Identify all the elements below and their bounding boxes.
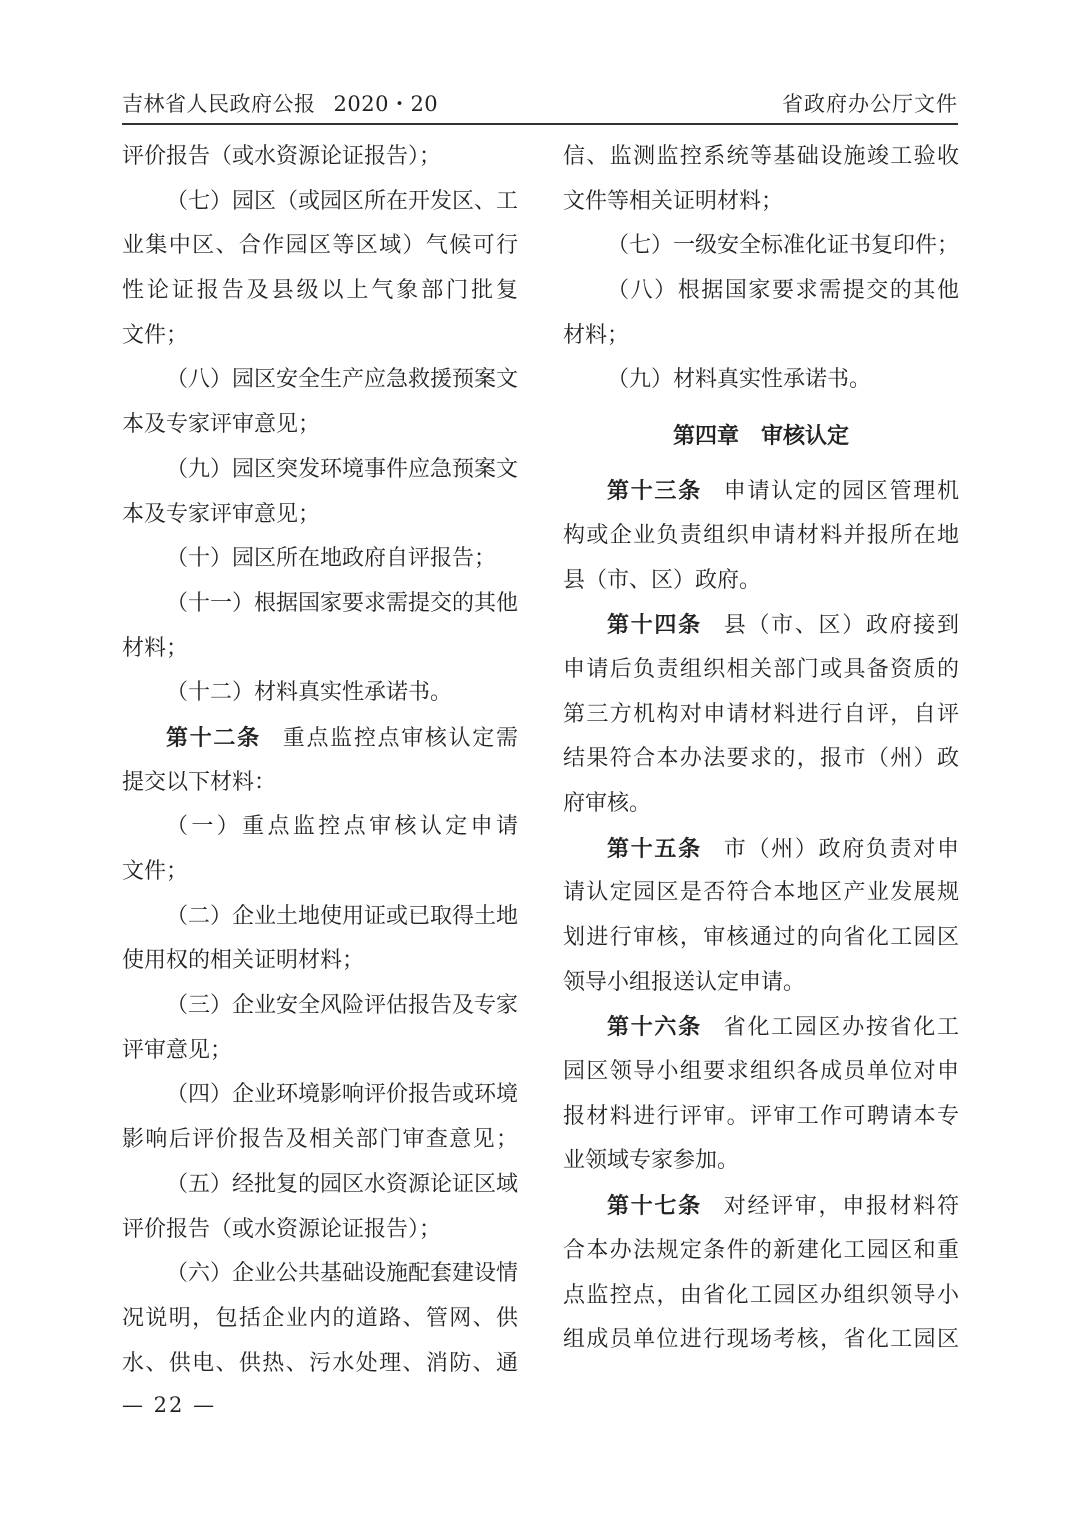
line-text: （七）一级安全标准化证书复印件；: [607, 233, 959, 259]
line-text: 领导小组报送认定申请。: [563, 969, 806, 995]
text-line: [122, 448, 518, 493]
line-text: 申请后负责组织相关部门或具备资质的: [563, 656, 959, 682]
line-text: （十）园区所在地政府自评报告；: [166, 546, 497, 572]
line-text: 组成员单位进行现场考核，省化工园区: [563, 1327, 959, 1353]
text-line: [122, 671, 518, 716]
text-line: [563, 1095, 959, 1140]
line-text: （五）经批复的园区水资源论证区域: [166, 1171, 518, 1197]
article-line: [122, 716, 518, 761]
line-text: 影响后评价报告及相关部门审查意见；: [122, 1127, 518, 1153]
line-text: 提交以下材料：: [122, 769, 277, 795]
text-line: [563, 1139, 959, 1184]
text-line: [563, 314, 959, 359]
line-text: 划进行审核，审核通过的向省化工园区: [563, 925, 959, 950]
publication-title: 吉林省人民政府公报: [122, 92, 316, 116]
text-line: [122, 358, 518, 403]
line-text: （八）根据国家要求需提交的其他: [607, 278, 959, 304]
article-number: 第十六条: [607, 1014, 702, 1041]
right-text-column: [563, 135, 959, 1363]
text-line: [563, 871, 959, 916]
article-line: [563, 603, 959, 648]
line-text: 材料；: [563, 322, 630, 348]
line-text: 文件等相关证明材料；: [563, 188, 784, 214]
line-text: （三）企业安全风险评估报告及专家: [166, 993, 518, 1019]
line-text: （十一）根据国家要求需提交的其他: [166, 590, 518, 616]
line-text: 文件；: [122, 859, 189, 884]
line-text: 业领域专家参加。: [563, 1148, 740, 1174]
text-line: [122, 493, 518, 538]
text-line: [563, 559, 959, 604]
text-line: [563, 648, 959, 693]
line-text: 文件；: [122, 322, 189, 348]
text-line: [122, 805, 518, 850]
line-text: 水、供电、供热、污水处理、消防、通: [122, 1350, 518, 1376]
line-text: 对经评审，申报材料符: [723, 1194, 959, 1220]
line-text: 况说明，包括企业内的道路、管网、供: [122, 1305, 518, 1331]
article-line: [563, 1184, 959, 1229]
text-line: [563, 961, 959, 1006]
text-line: [122, 627, 518, 672]
line-text: 第三方机构对申请材料进行自评，自评: [563, 701, 959, 727]
article-number: 第十二条: [166, 724, 261, 751]
line-text: 评审意见；: [122, 1037, 233, 1063]
line-text: 府审核。: [563, 790, 652, 816]
line-text: （八）园区安全生产应急救援预案文: [166, 367, 518, 393]
text-line: [122, 269, 518, 314]
line-text: （九）材料真实性承诺书。: [607, 367, 872, 393]
line-text: （二）企业土地使用证或已取得土地: [166, 903, 518, 929]
text-line: [122, 180, 518, 225]
text-line: [122, 1342, 518, 1387]
article-number: 第十三条: [607, 478, 702, 505]
line-text: 点监控点，由省化工园区办组织领导小: [563, 1282, 959, 1308]
line-text: （十二）材料真实性承诺书。: [166, 680, 453, 706]
right-column-bottom-block: [563, 469, 959, 1363]
text-line: [563, 782, 959, 827]
text-line: [122, 1118, 518, 1163]
line-text: （六）企业公共基础设施配套建设情: [166, 1261, 518, 1287]
text-line: [122, 537, 518, 582]
line-text: 评价报告（或水资源论证报告）；: [122, 1216, 442, 1242]
line-text: 构或企业负责组织申请材料并报所在地: [563, 522, 959, 548]
line-text: 性论证报告及县级以上气象部门批复: [122, 278, 518, 304]
chapter-heading: [563, 403, 959, 469]
text-line: [122, 1208, 518, 1253]
line-text: 省化工园区办按省化工: [723, 1015, 959, 1041]
text-line: [122, 1073, 518, 1118]
text-line: [563, 1229, 959, 1274]
line-text: 本及专家评审意见；: [122, 501, 321, 527]
text-line: [563, 135, 959, 180]
text-line: [122, 984, 518, 1029]
article-number: 第十四条: [607, 612, 702, 639]
article-line: [563, 827, 959, 872]
text-line: [122, 1252, 518, 1297]
text-line: [563, 1050, 959, 1095]
line-text: （七）园区（或园区所在开发区、工: [166, 188, 518, 214]
line-text: （九）园区突发环境事件应急预案文: [166, 456, 518, 482]
page-header: [122, 84, 958, 124]
text-line: [563, 1274, 959, 1319]
text-line: [122, 850, 518, 895]
line-text: 结果符合本办法要求的，报市（州）政: [563, 746, 959, 772]
line-text: 报材料进行评审。评审工作可聘请本专: [563, 1103, 959, 1129]
line-text: 县（市、区）政府。: [563, 567, 762, 593]
line-text: 县（市、区）政府接到: [723, 613, 959, 639]
text-line: [122, 939, 518, 984]
text-line: [563, 358, 959, 403]
article-number: 第十五条: [607, 835, 702, 862]
line-text: （四）企业环境影响评价报告或环境: [166, 1082, 518, 1108]
text-line: [122, 761, 518, 806]
line-text: （一）重点监控点审核认定申请: [166, 814, 518, 840]
line-text: 材料；: [122, 635, 189, 661]
header-divider: [122, 123, 958, 125]
article-number: 第十七条: [607, 1193, 702, 1220]
text-line: [563, 269, 959, 314]
line-text: 重点监控点审核认定需: [282, 725, 518, 751]
line-text: 园区领导小组要求组织各成员单位对申: [563, 1059, 959, 1085]
text-line: [122, 314, 518, 359]
left-text-column: [122, 135, 518, 1386]
chapter-title: 审核认定: [761, 423, 850, 450]
text-line: [563, 180, 959, 225]
line-text: 评价报告（或水资源论证报告）；: [122, 144, 442, 169]
line-text: 业集中区、合作园区等区域）气候可行: [122, 233, 518, 259]
text-line: [122, 1163, 518, 1208]
text-line: [122, 135, 518, 180]
article-line: [563, 469, 959, 514]
line-text: 本及专家评审意见；: [122, 412, 321, 438]
line-text: 信、监测监控系统等基础设施竣工验收: [563, 144, 959, 169]
right-column-top-block: [563, 135, 959, 403]
line-text: 市（州）政府负责对申: [723, 836, 959, 862]
text-line: [122, 403, 518, 448]
line-text: 使用权的相关证明材料；: [122, 948, 365, 974]
text-line: [122, 1029, 518, 1074]
text-line: [563, 514, 959, 559]
page-number: — 22 —: [122, 1393, 217, 1417]
text-line: [122, 224, 518, 269]
text-line: [122, 1297, 518, 1342]
text-line: [563, 916, 959, 961]
text-line: [563, 693, 959, 738]
text-line: [563, 737, 959, 782]
header-publication-info: [122, 88, 438, 118]
article-line: [563, 1005, 959, 1050]
line-text: 合本办法规定条件的新建化工园区和重: [563, 1237, 959, 1263]
header-section-title: 省政府办公厅文件: [782, 92, 958, 116]
line-text: 申请认定的园区管理机: [723, 479, 959, 505]
text-line: [563, 224, 959, 269]
issue-number: 2020・20: [333, 92, 439, 116]
line-text: 请认定园区是否符合本地区产业发展规: [563, 880, 959, 906]
text-line: [122, 895, 518, 940]
text-line: [122, 582, 518, 627]
text-line: [563, 1318, 959, 1363]
chapter-number: 第四章: [672, 423, 739, 450]
